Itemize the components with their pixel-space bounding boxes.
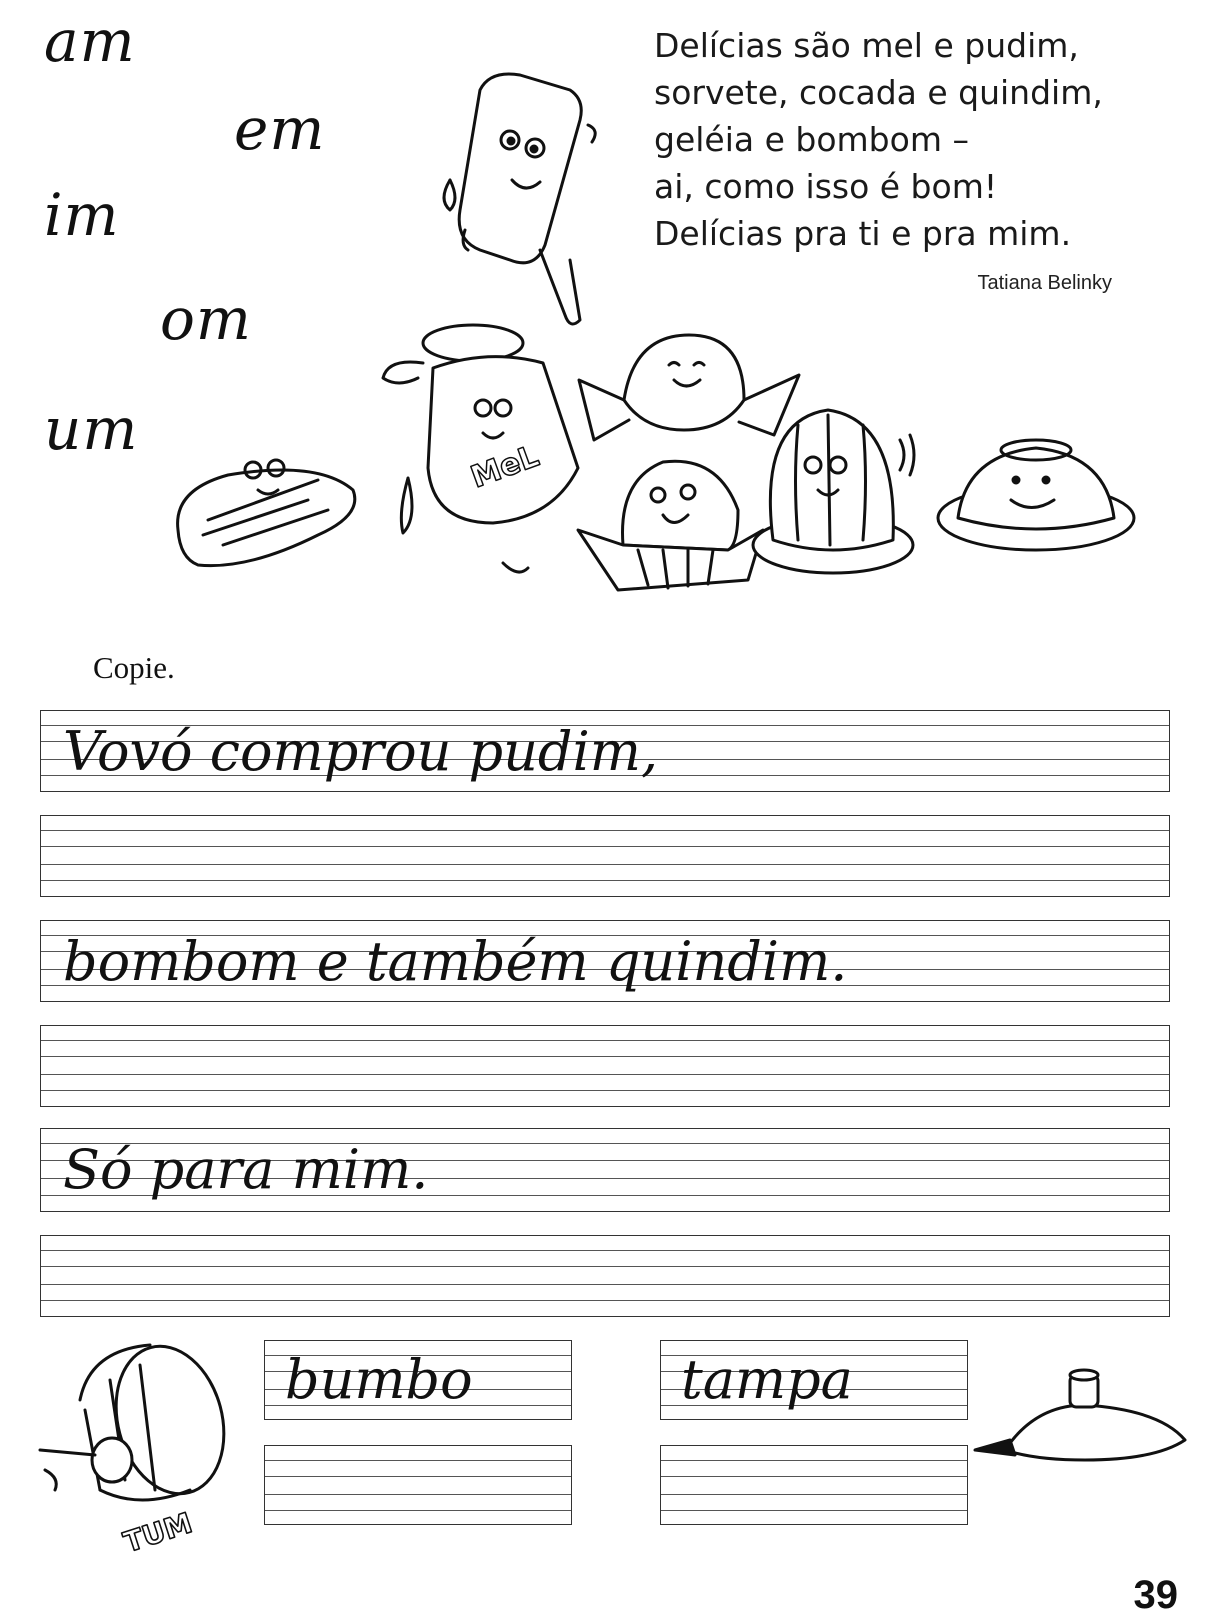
cursive-model: bombom e também quindim. xyxy=(63,930,848,993)
writing-block-model xyxy=(40,1128,1170,1212)
syllable-am: am xyxy=(44,7,136,75)
drum-sound-text: TUM xyxy=(119,1506,197,1560)
instruction-text: Copie. xyxy=(93,650,175,685)
cursive-word: bumbo xyxy=(285,1348,473,1411)
writing-block-practice[interactable] xyxy=(40,1025,1170,1107)
popsicle-illustration xyxy=(420,70,610,330)
poem-line: Delícias são mel e pudim, xyxy=(654,26,1079,65)
word-block-tampa xyxy=(660,1340,968,1420)
writing-block-model xyxy=(40,920,1170,1002)
pudding-illustration xyxy=(936,430,1136,555)
writing-block-practice[interactable] xyxy=(40,1235,1170,1317)
syllable-um: um xyxy=(44,395,139,463)
syllable-em: em xyxy=(234,95,326,163)
drum-illustration xyxy=(40,1340,240,1570)
writing-block-practice[interactable] xyxy=(40,815,1170,897)
poem-line: sorvete, cocada e quindim, xyxy=(654,73,1103,112)
word-practice-bumbo[interactable] xyxy=(264,1445,572,1525)
cursive-word: tampa xyxy=(681,1348,853,1411)
lid-illustration xyxy=(975,1365,1190,1475)
poem-line: geléia e bombom – xyxy=(654,120,969,159)
cursive-model: Vovó comprou pudim, xyxy=(63,720,659,783)
page-number: 39 xyxy=(1133,1573,1178,1617)
word-practice-tampa[interactable] xyxy=(660,1445,968,1525)
cursive-model: Só para mim. xyxy=(63,1138,429,1201)
writing-block-model xyxy=(40,710,1170,792)
poem-line: ai, como isso é bom! xyxy=(654,167,998,206)
poem-line: Delícias pra ti e pra mim. xyxy=(654,214,1072,253)
honey-jar-illustration xyxy=(378,318,598,588)
syllable-im: im xyxy=(44,181,120,249)
poem xyxy=(654,22,1214,257)
bread-illustration xyxy=(168,440,368,570)
jar-label: MeL xyxy=(466,438,544,496)
syllable-om: om xyxy=(160,285,252,353)
word-block-bumbo xyxy=(264,1340,572,1420)
quindim-mold-illustration xyxy=(738,380,923,580)
poem-author: Tatiana Belinky xyxy=(977,272,1112,294)
